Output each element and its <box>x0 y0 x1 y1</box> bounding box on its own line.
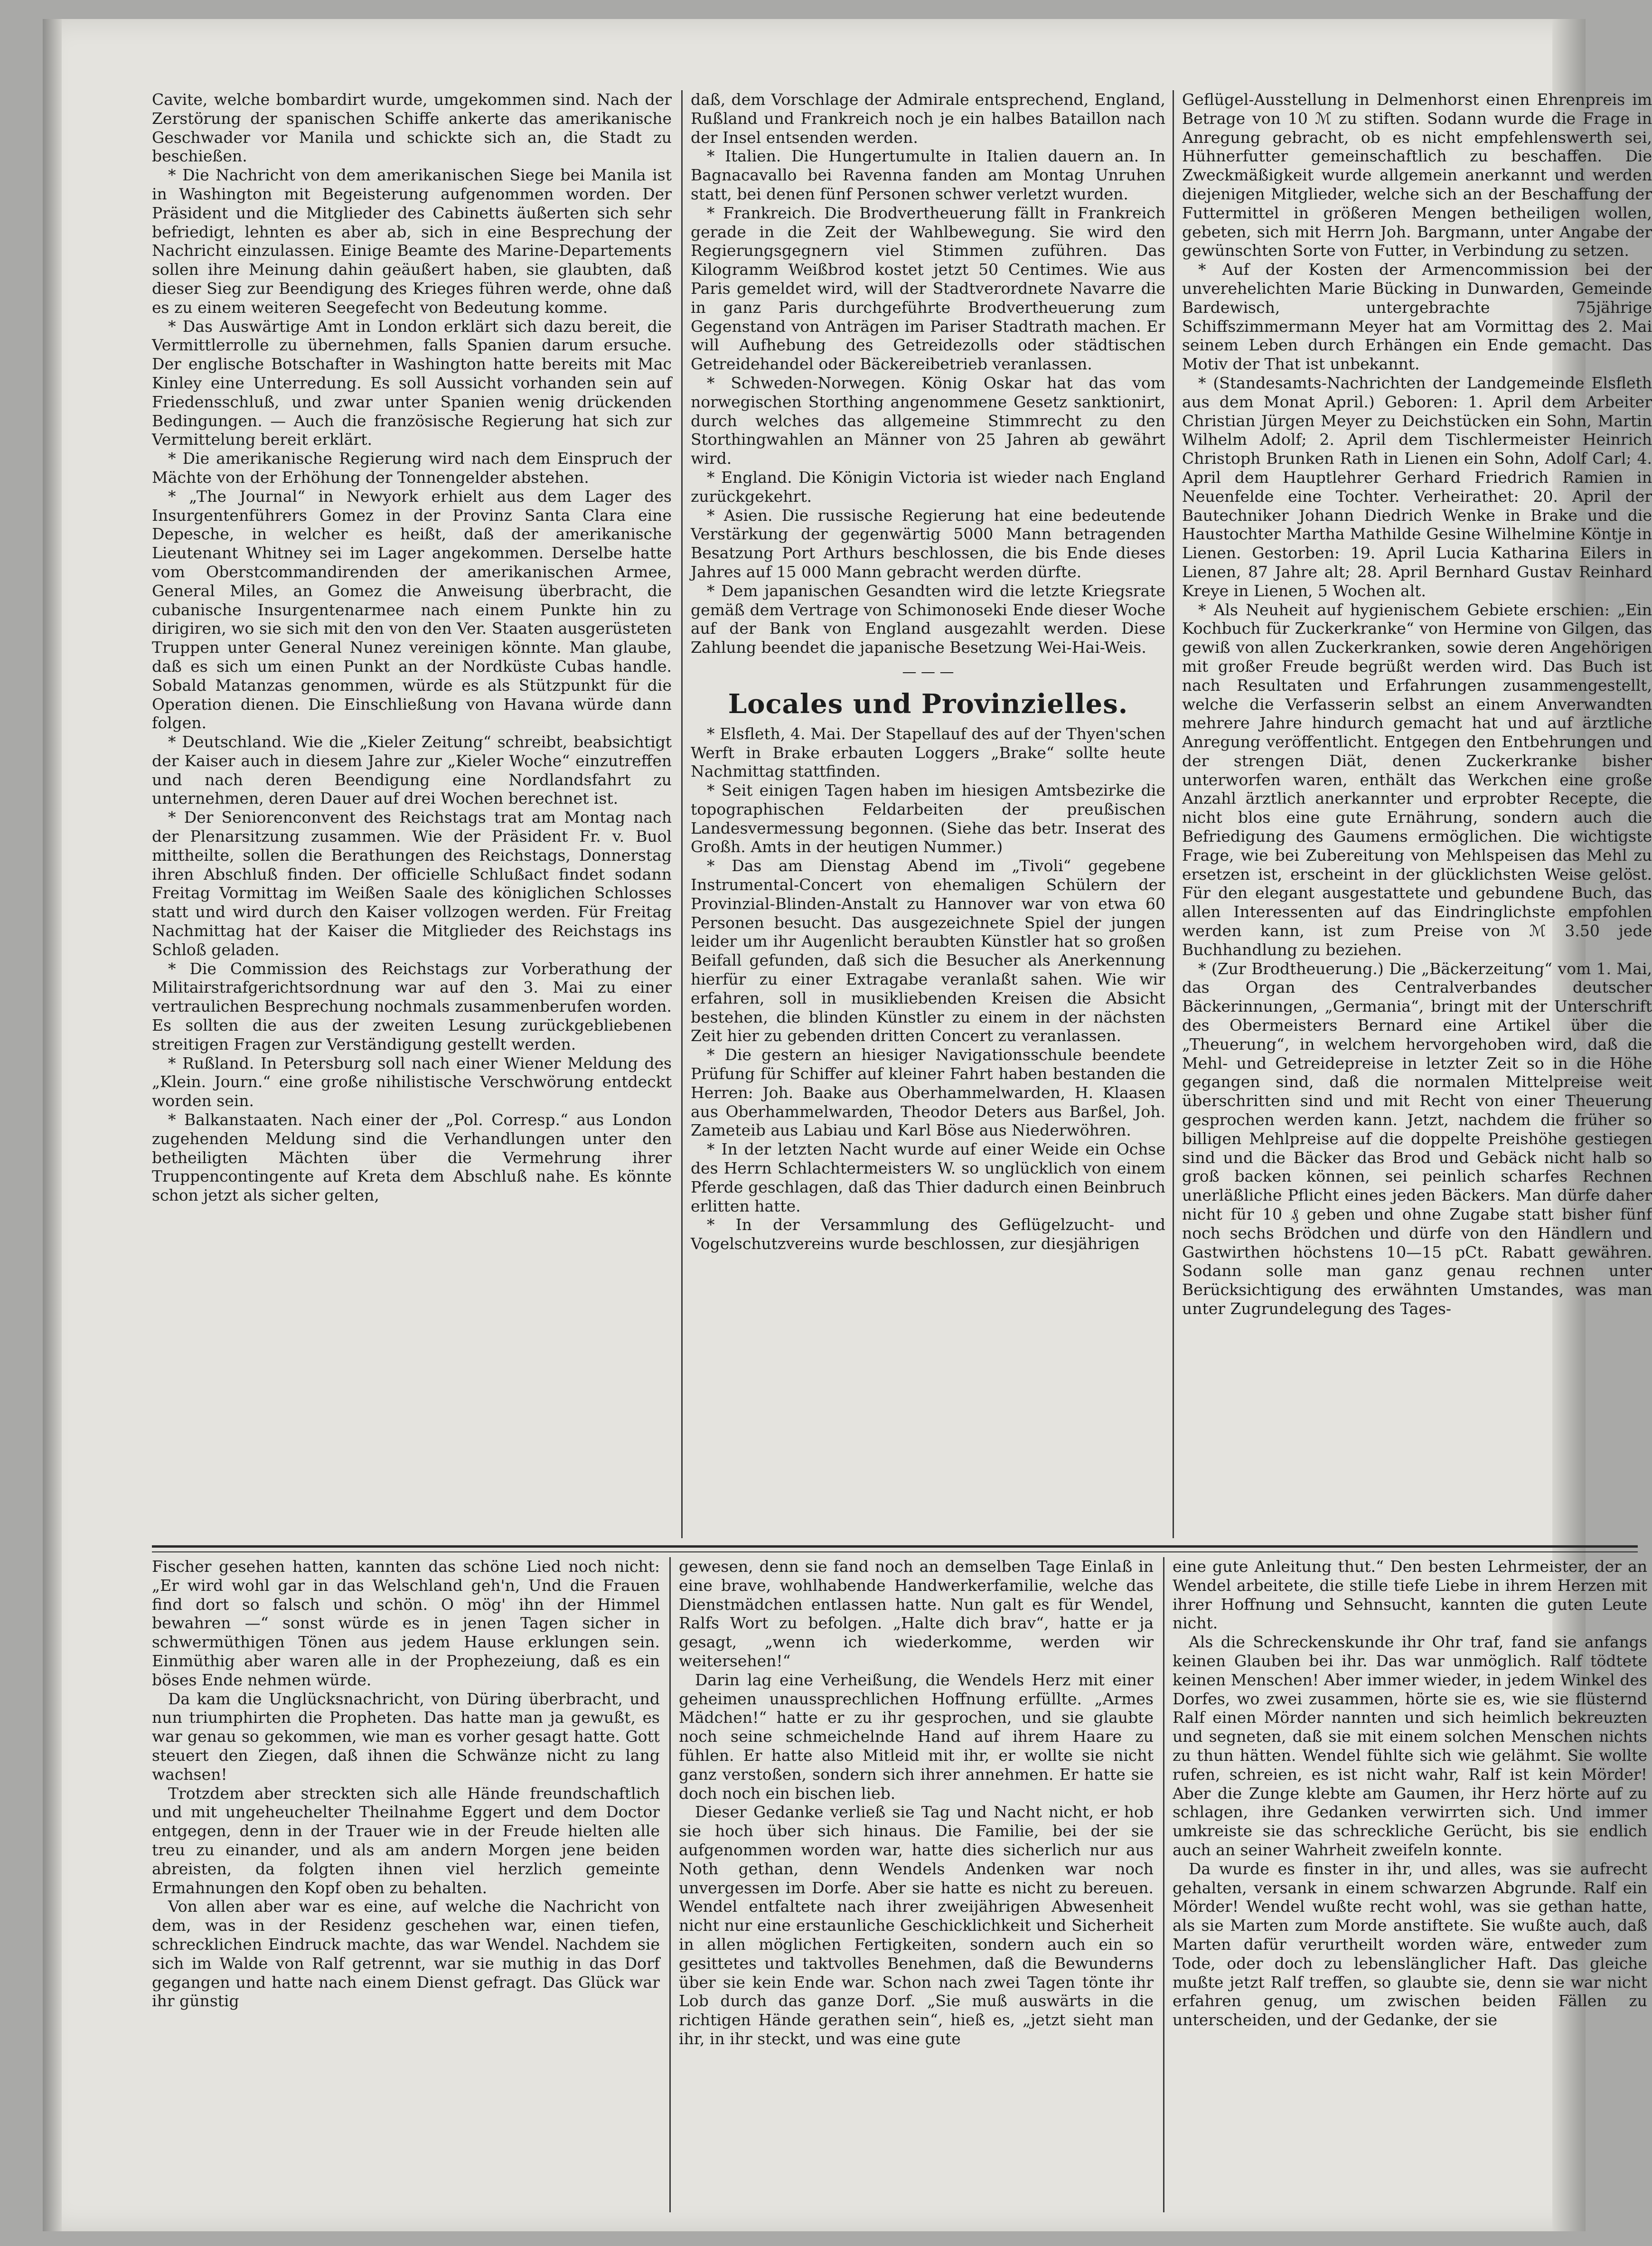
section-heading: Locales und Provinzielles. <box>728 688 1128 720</box>
binding-gutter <box>43 19 62 2231</box>
column-divider-1 <box>681 90 683 1538</box>
article-paragraph: * Das Auswärtige Amt in London erklärt sich dazu bereit, die Vermittlerrolle zu übernehmen, falls Spanien darum ersuche. Der englische Botschafter in Washington hatte bereits mit Mac Kinley eine Unterredung. Es soll Aussicht vorhanden sein auf Friedensschluß, und zwar unter Spanien wenig drückenden Bedingungen. — Auch die französische Regierung hat sich zur Vermittelung bereit erklärt. <box>152 317 672 449</box>
article-paragraph: * Italien. Die Hungertumulte in Italien dauern an. In Bagnacavallo bei Ravenna fanden am Montag Unruhen statt, bei denen fünf Personen schwer verletzt wurden. <box>691 147 1165 203</box>
feuilleton-paragraph: Von allen aber war es eine, auf welche die Nachricht von dem, was in der Residenz geschehen war, einen tiefen, schrecklichen Eindruck machte, das war Wendel. Nachdem sie sich im Walde von Ralf getrennt, war sie muthig in das Dorf gegangen und hatte nach einem Dienst gefragt. Das Glück war ihr günstig <box>152 1897 660 2011</box>
article-paragraph: * Asien. Die russische Regierung hat eine bedeutende Verstärkung der gegenwärtig 5000 Mann betragenden Besatzung Port Arthurs beschlossen, die bis Ende dieses Jahres auf 15 000 Mann gebracht werden dürfte. <box>691 506 1165 581</box>
article-paragraph: * Die Nachricht von dem amerikanischen Siege bei Manila ist in Washington mit Begeisterung aufgenommen worden. Der Präsident und die Mitglieder des Cabinetts äußerten sich sehr befriedigt, lehnten es aber ab, sich in eine Besprechung der Nachricht einzulassen. Einige Beamte des Marine-Departements sollen ihre Meinung dahin geäußert haben, sie glaubten, daß dieser Sieg zur Beendigung des Krieges führen werde, ohne daß es zu einem weiteren Seegefecht von Bedeutung komme. <box>152 166 672 317</box>
article-paragraph: * England. Die Königin Victoria ist wieder nach England zurückgekehrt. <box>691 468 1165 506</box>
news-column-2 <box>691 90 1165 1538</box>
local-news-paragraph: * In der Versammlung des Geflügelzucht- und Vogelschutzvereins wurde beschlossen, zur diesjährigen <box>691 1215 1165 1253</box>
feuilleton-paragraph: Trotzdem aber streckten sich alle Hände freundschaftlich und mit ungeheuchelter Theilnahme Eggert und dem Doctor entgegen, denn in der Trauer wie in der Freude hielten alle treu zu einander, und als am andern Morgen jene beiden abreisten, da folgten ihnen viel herzlich gemeinte Ermahnungen den Kopf oben zu behalten. <box>152 1784 660 1897</box>
article-paragraph: * Dem japanischen Gesandten wird die letzte Kriegsrate gemäß dem Vertrage von Schimonoseki Ende dieser Woche auf der Bank von England ausgezahlt werden. Diese Zahlung beendet die japanische Besetzung Wei-Hai-Weis. <box>691 581 1165 657</box>
feuilleton-paragraph: Fischer gesehen hatten, kannten das schöne Lied noch nicht: „Er wird wohl gar in das Welschland geh'n, Und die Frauen find dort so falsch und schön. O mög' ihn der Himmel bewahren —“ sonst würde es in jenen Tagen sicher in schwermüthigen Tönen aus jedem Hause erklungen sein. Einmüthig aber waren alle in der Prophezeiung, daß es ein böses Ende nehmen würde. <box>152 1557 660 1689</box>
feuilleton-paragraph: Darin lag eine Verheißung, die Wendels Herz mit einer geheimen unaussprechlichen Hoffnung erfüllte. „Armes Mädchen!“ hatte er zu ihr gesprochen, und sie glaubte noch seine schmeichelnde Hand auf ihrem Haare zu fühlen. Er hatte also Mitleid mit ihr, er wollte sie nicht ganz verstoßen, sondern sich ihrer annehmen. Er hatte sie doch noch ein bischen lieb. <box>679 1670 1154 1803</box>
feuilleton-paragraph: Als die Schreckenskunde ihr Ohr traf, fand sie anfangs keinen Glauben bei ihr. Das war unmöglich. Ralf tödtete keinen Menschen! Aber immer wieder, in jedem Winkel des Dorfes, wo zwei zusammen, hörte sie es, wie sie flüsternd Ralf einen Mörder nannten und sich heimlich bekreuzten und segneten, daß sie mit einem solchen Menschen nichts zu thun hätten. Wendel fühlte sich wie gelähmt. Sie wollte rufen, schreien, es ist nicht wahr, Ralf ist kein Mörder! Aber die Zunge klebte am Gaumen, ihr Herz hörte auf zu schlagen, ihre Gedanken verwirrten sich. Und immer umkreiste sie das schreckliche Gerücht, bis sie endlich auch an seiner Wahrheit zweifeln konnte. <box>1173 1633 1647 1859</box>
local-news-paragraph: * Als Neuheit auf hygienischem Gebiete erschien: „Ein Kochbuch für Zuckerkranke“ von Hermine von Gilgen, das gewiß von allen Zuckerkranken, sowie deren Angehörigen mit großer Freude begrüßt werden wird. Das Buch ist nach Resultaten und Erfahrungen zusammengestellt, welche die Verfasserin selbst an einem Anverwandten mehrere Jahre hindurch gemacht hat und auf ärztliche Anregung veröffentlicht. Entgegen den Entbehrungen und der strengen Diät, denen Zuckerkranke bisher unterworfen waren, enthält das Werkchen eine große Anzahl ärztlich anerkannter und erprobter Recepte, die nicht blos eine gute Ernährung, sondern auch die Befriedigung des Gaumens ermöglichen. Die wichtigste Frage, wie bei Zubereitung von Mehlspeisen das Mehl zu ersetzen ist, erscheint in der glücklichsten Weise gelöst. Für den elegant ausgestattete und gebundene Buch, das allen Interessenten auf das Eindringlichste empfohlen werden kann, ist zum Preise von ℳ 3.50 jede Buchhandlung zu beziehen. <box>1182 600 1652 959</box>
article-paragraph: * Der Seniorenconvent des Reichstags trat am Montag nach der Plenarsitzung zusammen. Wie der Präsident Fr. v. Buol mittheilte, sollen die Berathungen des Reichstags, Donnerstag ihren Abschluß finden. Der officielle Schlußact findet sodann Freitag Vormittag im Weißen Saale des königlichen Schlosses statt und wird durch den Kaiser vollzogen werden. Für Freitag Nachmittag hat der Kaiser die Mitglieder des Reichstags ins Schloß geladen. <box>152 808 672 959</box>
article-paragraph: * Balkanstaaten. Nach einer der „Pol. Corresp.“ aus London zugehenden Meldung sind die Verhandlungen unter den betheiligten Mächten über die Vermehrung ihrer Truppencontingente auf Kreta dem Abschluß nahe. Es könnte schon jetzt als sicher gelten, <box>152 1110 672 1205</box>
feuilleton-paragraph: eine gute Anleitung thut.“ Den besten Lehrmeister, der an Wendel arbeitete, die stille tiefe Liebe in ihrem Herzen mit ihrer Hoffnung und Sehnsucht, kannten die guten Leute nicht. <box>1173 1557 1647 1633</box>
local-news-paragraph: * Elsfleth, 4. Mai. Der Stapellauf des auf der Thyen'schen Werft in Brake erbauten Loggers „Brake“ sollte heute Nachmittag stattfinden. <box>691 724 1165 781</box>
article-paragraph: Cavite, welche bombardirt wurde, umgekommen sind. Nach der Zerstörung der spanischen Schiffe ankerte das amerikanische Geschwader vor Manila und schickte sich an, die Stadt zu beschießen. <box>152 90 672 166</box>
feuilleton-column-2 <box>679 1557 1154 2212</box>
feuilleton-paragraph: gewesen, denn sie fand noch an demselben Tage Einlaß in eine brave, wohlhabende Handwerkerfamilie, welche das Dienstmädchen entlassen hatte. Nun galt es für Wendel, Ralfs Wort zu befolgen. „Halte dich brav“, hatte er ja gesagt, „wenn ich wiederkomme, werden wir weitersehen!“ <box>679 1557 1154 1670</box>
newspaper-page <box>43 19 1652 2231</box>
article-paragraph: * „The Journal“ in Newyork erhielt aus dem Lager des Insurgentenführers Gomez in der Provinz Santa Clara eine Depesche, in welcher es heißt, daß der amerikanische Lieutenant Whitney sei im Lager angekommen. Derselbe hatte vom Oberstcommandirenden der amerikanischen Armee, General Miles, an Gomez die Anweisung überbracht, die cubanische Insurgentenarmee nach einem Punkte hin zu dirigiren, wo sie sich mit den von den Ver. Staaten ausgerüsteten Truppen unter General Nunez vereinigen könnte. Man glaube, daß es sich um einen Punkt an der Nordküste Cubas handle. Sobald Matanzas genommen, würde es als Stützpunkt für die Operation dienen. Die Einschließung von Havana würde dann folgen. <box>152 487 672 733</box>
article-paragraph: * Deutschland. Wie die „Kieler Zeitung“ schreibt, beabsichtigt der Kaiser auch in diesem Jahre zur „Kieler Woche“ einzutreffen und nach deren Beendigung eine Nordlandsfahrt zu unternehmen, deren Dauer auf drei Wochen berechnet ist. <box>152 733 672 808</box>
article-paragraph: * Schweden-Norwegen. König Oskar hat das vom norwegischen Storthing angenommene Gesetz sanktionirt, durch welches das allgemeine Stimmrecht zu den Storthingwahlen an Männer von 25 Jahren ab gewährt wird. <box>691 373 1165 468</box>
local-news-paragraph: * Seit einigen Tagen haben im hiesigen Amtsbezirke die topographischen Feldarbeiten der preußischen Landesvermessung begonnen. (Siehe das betr. Inserat des Großh. Amts in der heutigen Nummer.) <box>691 781 1165 856</box>
feuilleton-column-1 <box>152 1557 660 2212</box>
local-news-paragraph: * (Standesamts-Nachrichten der Landgemeinde Elsfleth aus dem Monat April.) Geboren: 1. April dem Arbeiter Christian Jürgen Meyer zu Deichstücken ein Sohn, Martin Wilhelm Adolf; 2. April dem Tischlermeister Heinrich Christoph Brunken Rath in Lienen ein Sohn, Adolf Carl; 4. April dem Hauptlehrer Gerhard Friedrich Ramien in Neuenfelde eine Tochter. Verheirathet: 20. April der Bautechniker Johann Diedrich Wenke in Brake und die Haustochter Martha Mathilde Gesine Wilhelmine Köntje in Lienen. Gestorben: 19. April Lucia Katharina Eilers in Lienen, 87 Jahre alt; 28. April Bernhard Gustav Reinhard Kreye in Lienen, 5 Wochen alt. <box>1182 373 1652 600</box>
section-separator: — — — <box>902 663 954 680</box>
feuilleton-paragraph: Da wurde es finster in ihr, und alles, was sie aufrecht gehalten, versank in einem schwarzen Abgrunde. Ralf ein Mörder! Wendel wußte recht wohl, was sie gethan hatte, als sie Marten zum Morde anstiftete. Sie wußte auch, daß Marten dafür verurtheilt worden wäre, entweder zum Tode, oder doch zu lebenslänglicher Haft. Das gleiche mußte jetzt Ralf treffen, so glaubte sie, denn sie war nicht erfahren genug, um zwischen beiden Fällen zu unterscheiden, und der Gedanke, der sie <box>1173 1859 1647 2030</box>
local-news-paragraph: * In der letzten Nacht wurde auf einer Weide ein Ochse des Herrn Schlachtermeisters W. so unglücklich von einem Pferde geschlagen, daß das Thier dadurch einen Beinbruch erlitten hatte. <box>691 1140 1165 1215</box>
local-news-paragraph: Geflügel-Ausstellung in Delmenhorst einen Ehrenpreis im Betrage von 10 ℳ zu stiften. Sodann wurde die Frage in Anregung gebracht, ob es nicht empfehlenswerth sei, Hühnerfutter gemeinschaftlich zu beschaffen. Die Zweckmäßigkeit wurde allgemein anerkannt und werden diejenigen Mitglieder, welche sich an der Beschaffung der Futtermittel in größeren Mengen betheiligen wollen, gebeten, sich mit Herrn Joh. Bargmann, unter Angabe der gewünschten Sorte von Futter, in Verbindung zu setzen. <box>1182 90 1652 260</box>
article-paragraph: * Die Commission des Reichstags zur Vorberathung der Militairstrafgerichtsordnung war auf den 3. Mai zu einer vertraulichen Besprechung nochmals zusammenberufen worden. Es sollten die aus der zweiten Lesung zurückgebliebenen streitigen Fragen zur Verständigung gestellt werden. <box>152 959 672 1053</box>
local-news-paragraph: * Die gestern an hiesiger Navigationsschule beendete Prüfung für Schiffer auf kleiner Fahrt haben bestanden die Herren: Joh. Baake aus Oberhammelwarden, H. Klaasen aus Oberhammelwarden, Theodor Deters aus Barßel, Joh. Zameteib aus Labiau und Karl Böse aus Niederwöhren. <box>691 1045 1165 1140</box>
feuilleton-paragraph: Da kam die Unglücksnachricht, von Düring überbracht, und nun triumphirten die Propheten. Das hatte man ja gewußt, es war genau so gekommen, wie man es vorher gesagt hatte. Gott steuert den Ziegen, daß ihnen die Schwänze nicht zu lang wachsen! <box>152 1689 660 1784</box>
column-divider-2 <box>1173 90 1174 1538</box>
local-news-paragraph: * Das am Dienstag Abend im „Tivoli“ gegebene Instrumental-Concert von ehemaligen Schülern der Provinzial-Blinden-Anstalt zu Hannover war von etwa 60 Personen besucht. Das ausgezeichnete Spiel der jungen leider um ihr Augenlicht beraubten Künstler hat so großen Beifall gefunden, daß sich die Besucher als Anerkennung hierfür zu einer Extragabe veranlaßt sahen. Wie wir erfahren, soll in musikliebenden Kreisen die Absicht bestehen, die blinden Künstler zu einem in der nächsten Zeit hier zu gebenden dritten Concert zu veranlassen. <box>691 856 1165 1045</box>
feuilleton-divider-1 <box>669 1557 671 2212</box>
article-paragraph: daß, dem Vorschlage der Admirale entsprechend, England, Rußland und Frankreich noch je ein halbes Bataillon nach der Insel entsenden werden. <box>691 90 1165 147</box>
news-column-1 <box>152 90 672 1538</box>
news-column-3 <box>1182 90 1652 1538</box>
feuilleton-rule-thin <box>152 1551 1638 1552</box>
article-paragraph: * Rußland. In Petersburg soll nach einer Wiener Meldung des „Klein. Journ.“ eine große nihilistische Verschwörung entdeckt worden sein. <box>152 1053 672 1110</box>
article-paragraph: * Frankreich. Die Brodvertheuerung fällt in Frankreich gerade in die Zeit der Wahlbewegung. Sie wird den Regierungsgegnern viel Stimmen zuführen. Das Kilogramm Weißbrod kostet jetzt 50 Centimes. Wie aus Paris gemeldet wird, will der Stadtverordnete Navarre die in ganz Paris durchgeführte Brodvertheuerung zum Gegenstand von Anträgen im Pariser Stadtrath machen. Er will Aufhebung des Getreidezolls oder städtischen Getreidehandel oder Bäckereibetrieb veranlassen. <box>691 203 1165 374</box>
article-paragraph: * Die amerikanische Regierung wird nach dem Einspruch der Mächte von der Erhöhung der Tonnengelder abstehen. <box>152 449 672 487</box>
feuilleton-rule <box>152 1545 1638 1548</box>
feuilleton-paragraph: Dieser Gedanke verließ sie Tag und Nacht nicht, er hob sie hoch über sich hinaus. Die Familie, bei der sie aufgenommen worden war, hatte dies sicherlich nur aus Noth gethan, denn Wendels Andenken war noch unvergessen im Dorfe. Aber sie hatte es nicht zu bereuen. Wendel entfaltete nach ihrer zweijährigen Abwesenheit nicht nur eine erstaunliche Geschicklichkeit und Sicherheit in allen möglichen Fertigkeiten, sondern auch ein so gesittetes und taktvolles Benehmen, daß die Bewunderns über sie kein Ende war. Schon nach zwei Tagen tönte ihr Lob durch das ganze Dorf. „Sie muß auswärts in die richtigen Hände gerathen sein“, hieß es, „jetzt sieht man ihr, in ihr steckt, und was eine gute <box>679 1803 1154 2048</box>
feuilleton-divider-2 <box>1163 1557 1164 2212</box>
feuilleton-column-3 <box>1173 1557 1647 2212</box>
local-news-paragraph: * Auf der Kosten der Armencommission bei der unverehelichten Marie Bücking in Dunwarden, Gemeinde Bardewisch, untergebrachte 75jährige Schiffszimmermann Meyer hat am Vormittag des 2. Mai seinem Leben durch Erhängen ein Ende gemacht. Das Motiv der That ist unbekannt. <box>1182 260 1652 374</box>
local-news-paragraph: * (Zur Brodtheuerung.) Die „Bäckerzeitung“ vom 1. Mai, das Organ des Centralverbandes deutscher Bäckerinnungen, „Germania“, bringt mit der Unterschrift des Obermeisters Bernard eine Artikel über die „Theuerung“, in welchem hervorgehoben wird, daß die Mehl- und Getreidepreise in letzter Zeit so in die Höhe gegangen sind, daß die normalen Mittelpreise weit überschritten sind und mit Recht von einer Theuerung gesprochen werden kann. Jetzt, nachdem die früher so billigen Mehlpreise auf die doppelte Preishöhe gestiegen sind und die Bäcker das Brod und Gebäck nicht halb so groß backen können, sei peinlich scharfes Rechnen unerläßliche Pflicht eines jeden Bäckers. Man dürfe daher nicht für 10 ₰ geben und ohne Zugabe statt bisher fünf noch sechs Brödchen und dürfe von den Händlern und Gastwirthen höchstens 10—15 pCt. Rabatt gewähren. Sodann solle man ganz genau rechnen unter Berücksichtigung des erwähnten Umstandes, was man unter Zugrundelegung des Tages- <box>1182 959 1652 1318</box>
